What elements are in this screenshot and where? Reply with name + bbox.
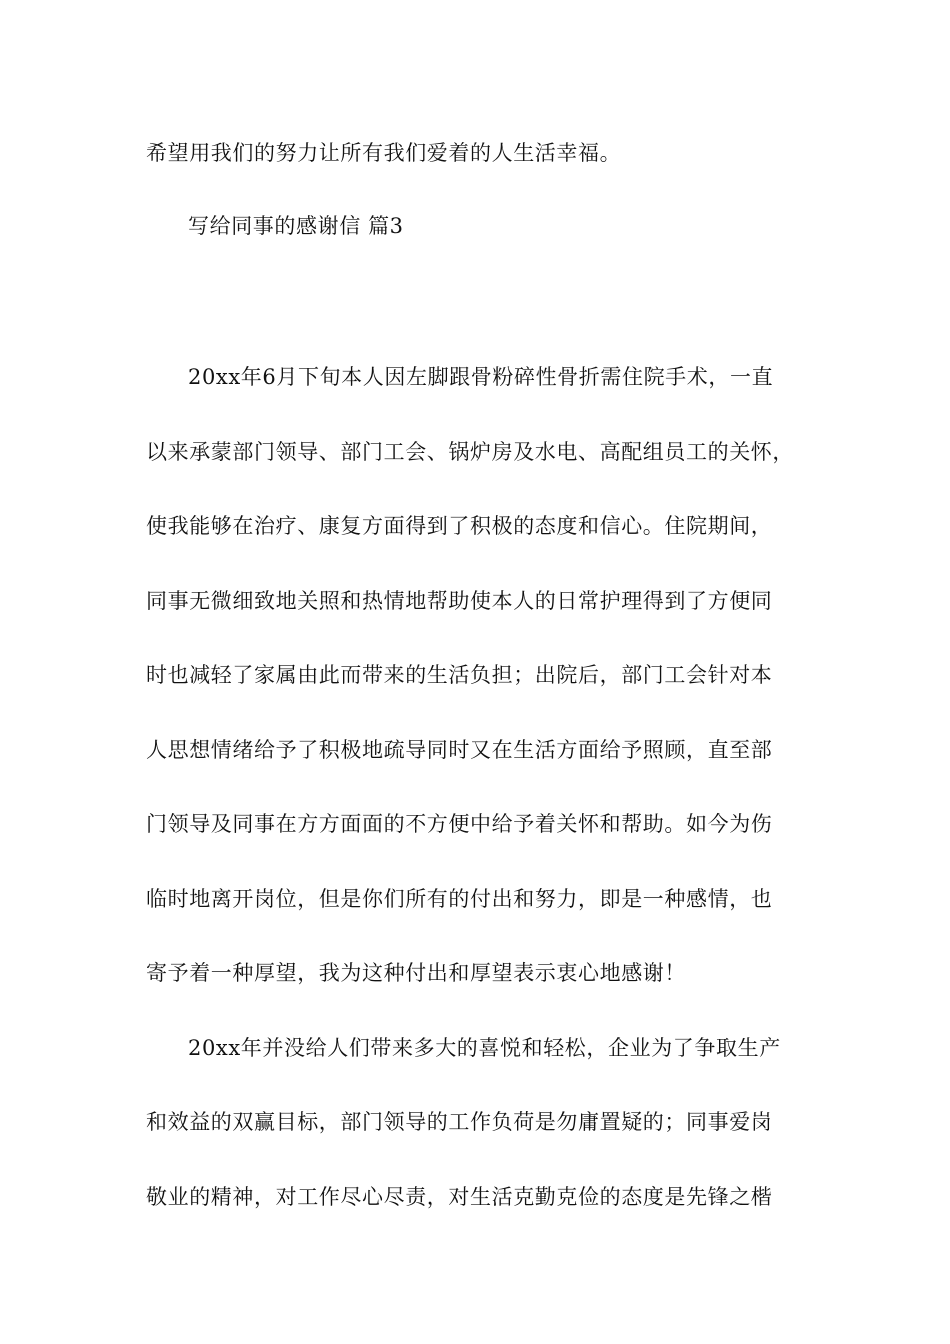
- paragraph-line: 人思想情绪给予了积极地疏导同时又在生活方面给予照顾，直至部: [146, 738, 773, 762]
- paragraph-line: 20xx年6月下旬本人因左脚跟骨粉碎性骨折需住院手术，一直: [188, 365, 774, 389]
- paragraph-line: 临时地离开岗位，但是你们所有的付出和努力，即是一种感情，也: [146, 887, 773, 911]
- section-heading: 写给同事的感谢信 篇3: [188, 214, 404, 238]
- paragraph-line: 敬业的精神，对工作尽心尽责，对生活克勤克俭的态度是先锋之楷: [146, 1185, 773, 1209]
- paragraph-line: 寄予着一种厚望，我为这种付出和厚望表示衷心地感谢！: [146, 961, 686, 985]
- paragraph-line: 使我能够在治疗、康复方面得到了积极的态度和信心。住院期间，: [146, 514, 773, 538]
- paragraph-line: 以来承蒙部门领导、部门工会、锅炉房及水电、高配组员工的关怀，: [146, 440, 794, 464]
- paragraph-line: 和效益的双赢目标，部门领导的工作负荷是勿庸置疑的；同事爱岗: [146, 1110, 773, 1134]
- paragraph-line: 同事无微细致地关照和热情地帮助使本人的日常护理得到了方便同: [146, 589, 773, 613]
- paragraph-line: 希望用我们的努力让所有我们爱着的人生活幸福。: [146, 141, 622, 165]
- paragraph-line: 门领导及同事在方方面面的不方便中给予着关怀和帮助。如今为伤: [146, 812, 773, 836]
- paragraph-line: 20xx年并没给人们带来多大的喜悦和轻松，企业为了争取生产: [188, 1036, 781, 1060]
- paragraph-line: 时也减轻了家属由此而带来的生活负担；出院后，部门工会针对本: [146, 663, 773, 687]
